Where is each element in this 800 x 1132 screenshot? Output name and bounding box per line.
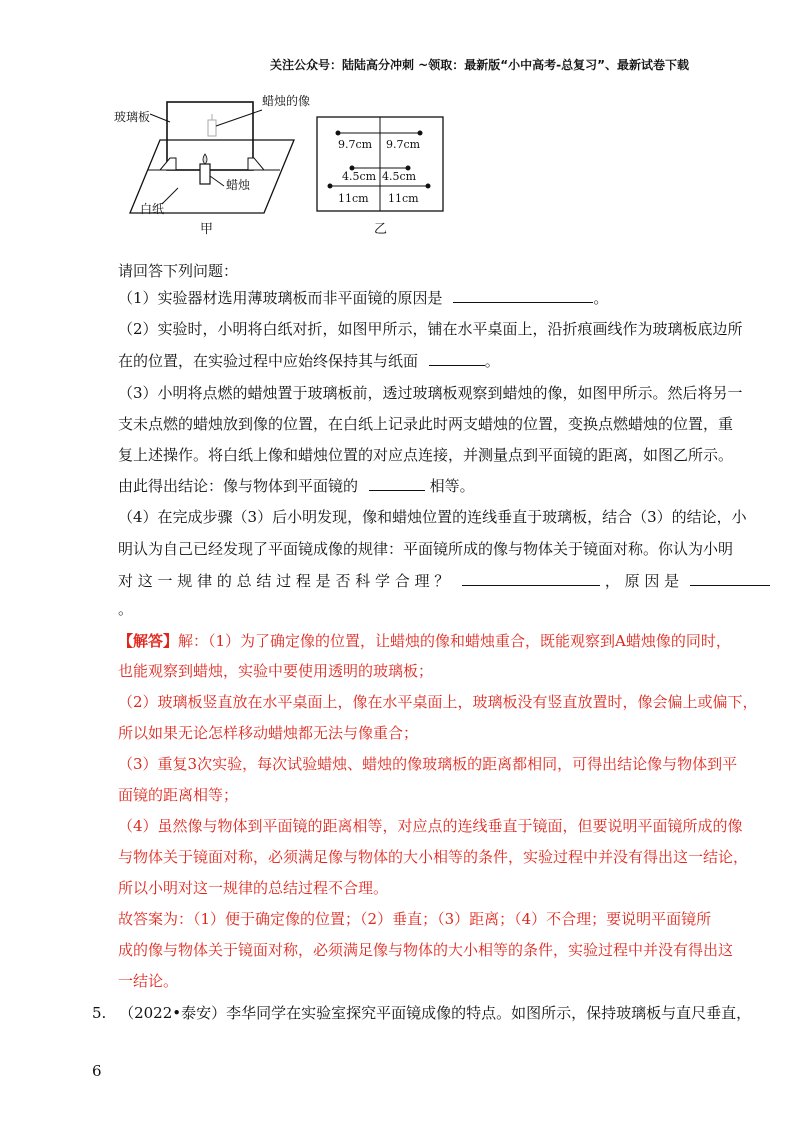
solution-1-text: 解：（1）为了确定像的位置，让蜡烛的像和蜡烛重合，既能观察到A蜡烛像的同时， (178, 632, 731, 650)
label-glass-plate: 玻璃板 (114, 110, 151, 124)
answer-blank-2[interactable] (429, 351, 485, 366)
measure-left-2: 4.5cm (342, 170, 377, 183)
question-2-line-1: （2）实验时，小明将白纸对折，如图甲所示，铺在水平桌面上，沿折痕画线作为玻璃板底边所 (118, 320, 743, 338)
distance-measurement-diagram (316, 116, 446, 216)
measure-left-1: 9.7cm (338, 138, 373, 151)
answer-summary-line-1: 故答案为：（1）便于确定像的位置；（2）垂直；（3）距离；（4）不合理；要说明平面镜所 (118, 910, 712, 928)
question-2-line-2 (118, 350, 780, 372)
question-4-text: 对 这 一 规 律 的 总 结 过 程 是 否 科 学 合 理 ？ (118, 572, 450, 590)
answer-blank-1[interactable] (453, 288, 593, 303)
question-4-line-3 (118, 570, 780, 592)
question-1-text: （1）实验器材选用薄玻璃板而非平面镜的原因是 (118, 289, 443, 307)
question-4-line-1: （4）在完成步骤（3）后小明发现，像和蜡烛位置的连线垂直于玻璃板，结合（3）的结论，小 (118, 508, 747, 526)
question-4-end: 。 (118, 600, 134, 618)
answer-summary-line-2: 成的像与物体关于镜面对称，必须满足像与物体的大小相等的条件，实验过程中并没有得出这 (118, 941, 734, 959)
label-candle-image: 蜡烛的像 (262, 94, 311, 108)
solution-2-line-2: 所以如果无论怎样移动蜡烛都无法与像重合； (118, 724, 419, 742)
answer-blank-4b[interactable] (690, 571, 770, 586)
solution-4-line-3: 所以小明对这一规律的总结过程不合理。 (118, 879, 389, 897)
solution-4-line-2: 与物体关于镜面对称，必须满足像与物体的大小相等的条件，实验过程中并没有得出这一结论， (118, 848, 749, 866)
solution-4-line-1: （4）虽然像与物体到平面镜的距离相等，对应点的连线垂直于镜面，但要说明平面镜所成的像 (118, 817, 743, 835)
caption-yi: 乙 (374, 222, 388, 237)
answer-summary-line-3: 一结论。 (118, 972, 179, 990)
question-3-line-3: 复上述操作。将白纸上像和蜡烛位置的对应点连接，并测量点到平面镜的距离，如图乙所示。 (118, 446, 734, 464)
question-3-text: 由此得出结论：像与物体到平面镜的 (118, 477, 359, 495)
answer-blank-4a[interactable] (462, 571, 600, 586)
solution-tag: 【解答】 (118, 632, 179, 650)
solution-1-line-1 (118, 630, 780, 652)
question-intro: 请回答下列问题： (118, 262, 239, 280)
figure-yi (316, 116, 446, 240)
solution-1-line-2: 也能观察到蜡烛，实验中要使用透明的玻璃板； (118, 662, 434, 680)
measure-right-2: 4.5cm (382, 170, 417, 183)
question-4-line-2: 明认为自己已经发现了平面镜成像的规律：平面镜所成的像与物体关于镜面对称。你认为小明 (118, 540, 734, 558)
question-1 (118, 287, 780, 309)
answer-blank-3[interactable] (369, 476, 425, 491)
label-white-paper: 白纸 (140, 202, 165, 216)
next-question-number: 5. (92, 1004, 107, 1022)
solution-3-line-1: （3）重复3次实验，每次试验蜡烛、蜡烛的像玻璃板的距离都相同，可得出结论像与物体到平 (118, 755, 738, 773)
question-4-mid: ， 原 因 是 (604, 572, 680, 590)
measure-right-1: 9.7cm (386, 138, 421, 151)
question-3-end: 相等。 (429, 477, 475, 495)
solution-3-line-2: 面镜的距离相等； (118, 786, 239, 804)
measure-left-3: 11cm (338, 192, 369, 205)
measure-right-3: 11cm (388, 192, 419, 205)
next-question-text: （2022•泰安）李华同学在实验室探究平面镜成像的特点。如图所示，保持玻璃板与直尺垂直， (119, 1004, 752, 1022)
solution-2-line-1: （2）玻璃板竖直放在水平桌面上，像在水平桌面上，玻璃板没有竖直放置时，像会偏上或偏下， (118, 693, 758, 711)
figure-jia (112, 88, 312, 238)
question-3-line-1: （3）小明将点燃的蜡烛置于玻璃板前，透过玻璃板观察到蜡烛的像，如图甲所示。然后将另一 (118, 384, 743, 402)
caption-jia: 甲 (200, 222, 214, 237)
page-header: 关注公众号：陆陆高分冲刺 ~领取：最新版“小中高考-总复习”、最新试卷下载 (270, 58, 689, 72)
next-question (92, 1002, 780, 1024)
question-3-line-4 (118, 475, 780, 497)
question-1-end: 。 (593, 289, 609, 307)
label-candle: 蜡烛 (226, 178, 251, 192)
page-number: 6 (92, 1062, 102, 1080)
question-2-text: 在的位置，在实验过程中应始终保持其与纸面 (118, 352, 419, 370)
question-2-end: 。 (484, 352, 500, 370)
question-3-line-2: 支未点燃的蜡烛放到像的位置，在白纸上记录此时两支蜡烛的位置，变换点燃蜡烛的位置，重 (118, 415, 734, 433)
